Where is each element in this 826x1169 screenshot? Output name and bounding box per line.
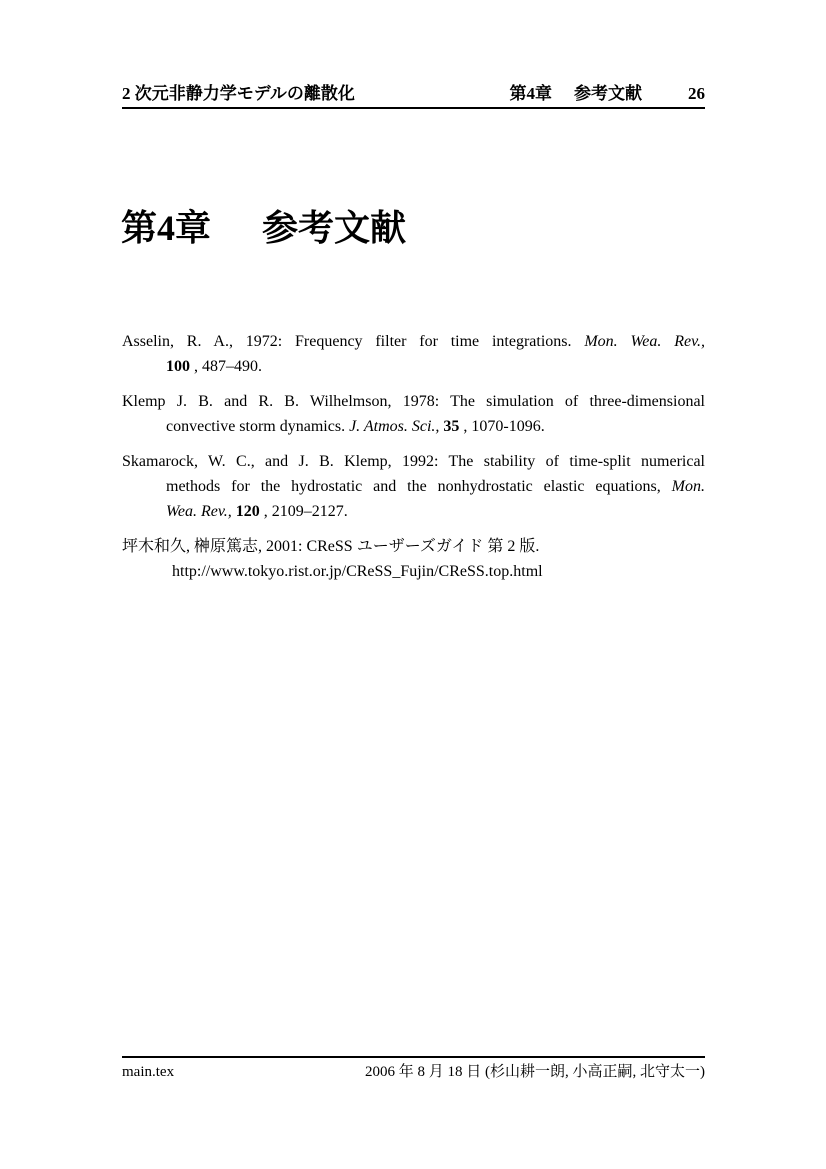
- header-chapter-number: 第4章: [509, 84, 552, 103]
- reference-line: [122, 474, 705, 499]
- journal-name: Wea. Rev.,: [166, 503, 236, 520]
- page-number: 26: [688, 84, 705, 103]
- reference-line: [122, 389, 705, 414]
- header-chapter-group: [510, 83, 706, 105]
- reference-item: [122, 449, 705, 524]
- reference-text: 坪木和久, 榊原篤志, 2001: CReSS ユーザーズガイド 第 2 版.: [122, 538, 540, 555]
- reference-text: Klemp J. B. and R. B. Wilhelmson, 1978: The simulation of three-dimensional: [122, 393, 705, 410]
- footer-date-authors: 2006 年 8 月 18 日 (杉山耕一朗, 小高正嗣, 北守太一): [365, 1064, 705, 1080]
- header-section-title: 参考文献: [574, 84, 642, 103]
- volume-number: 35: [443, 418, 460, 435]
- reference-text: convective storm dynamics.: [166, 418, 350, 435]
- reference-item: [122, 534, 705, 584]
- reference-line: [122, 329, 705, 354]
- reference-item: [122, 329, 705, 379]
- reference-text: , 487–490.: [194, 358, 262, 375]
- volume-number: 120: [235, 503, 260, 520]
- chapter-number: 第4章: [121, 208, 212, 248]
- reference-text: Asselin, R. A., 1972: Frequency filter for time integrations.: [122, 333, 585, 350]
- journal-name: Mon. Wea. Rev.,: [584, 333, 706, 350]
- references-list: [122, 329, 705, 594]
- footer-filename: main.tex: [122, 1064, 175, 1080]
- reference-line: [122, 449, 705, 474]
- reference-item: [122, 389, 705, 439]
- running-header: [122, 83, 705, 105]
- chapter-heading: [121, 204, 406, 252]
- volume-number: 100: [166, 358, 190, 375]
- reference-text: methods for the hydrostatic and the nonhydrostatic elastic equations,: [166, 478, 672, 495]
- running-footer: [122, 1062, 705, 1082]
- header-document-title: 2 次元非静力学モデルの離散化: [122, 84, 355, 103]
- reference-text: Skamarock, W. C., and J. B. Klemp, 1992: The stability of time-split numerical: [122, 453, 705, 470]
- journal-name: J. Atmos. Sci.,: [349, 418, 444, 435]
- chapter-title: 参考文献: [262, 208, 407, 248]
- header-rule: [122, 107, 705, 109]
- journal-name: Mon.: [671, 478, 705, 495]
- reference-url: http://www.tokyo.rist.or.jp/CReSS_Fujin/CReSS.top.html: [172, 563, 543, 580]
- reference-line: [122, 559, 705, 584]
- reference-line: [122, 534, 705, 559]
- reference-text: , 2109–2127.: [263, 503, 348, 520]
- reference-text: , 1070-1096.: [463, 418, 545, 435]
- footer-rule: [122, 1056, 705, 1058]
